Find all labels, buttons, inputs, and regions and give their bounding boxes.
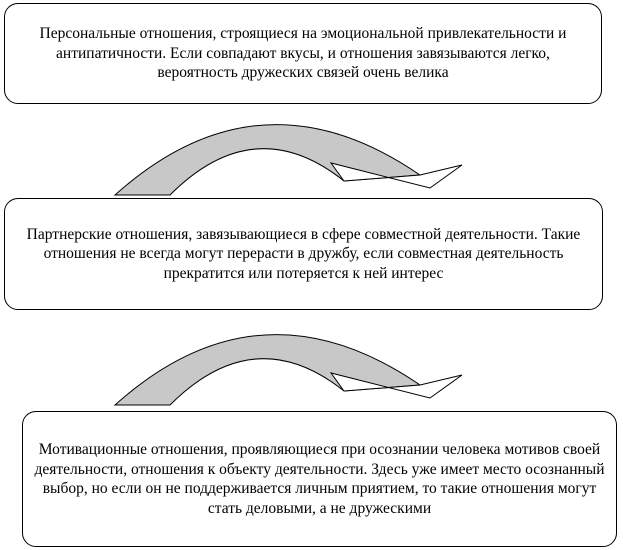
relationship-block-motivational bbox=[22, 411, 617, 547]
block-text-partnership: Партнерские отношения, завязывающиеся в сфере совместной деятельности. Такие отношения не всегда могут перерасти в дружбу, если совместная деятельность прекратится или потеряется к ней интерес bbox=[26, 225, 581, 282]
curved-arrow-2 bbox=[0, 305, 623, 425]
block-text-motivational: Мотивационные отношения, проявляющиеся при осознании человека мотивов своей деятельности, отношения к объекту деятельности. Здесь уже имеет место осознанный выбор, но если он не поддерживается личным приятием, то такие отношения могут стать деловыми, а не дружескими bbox=[34, 441, 605, 517]
relationship-block-partnership bbox=[4, 198, 603, 310]
block-text-personal: Персональные отношения, строящиеся на эмоциональной привлекательности и антипатичности. Если совпадают вкусы, и отношения завязываются легко, вероятность дружеских связей очень велика bbox=[39, 25, 567, 82]
curved-arrow-2-band bbox=[115, 335, 420, 405]
relationship-block-personal bbox=[4, 3, 602, 104]
curved-arrow-1-band bbox=[115, 125, 420, 195]
